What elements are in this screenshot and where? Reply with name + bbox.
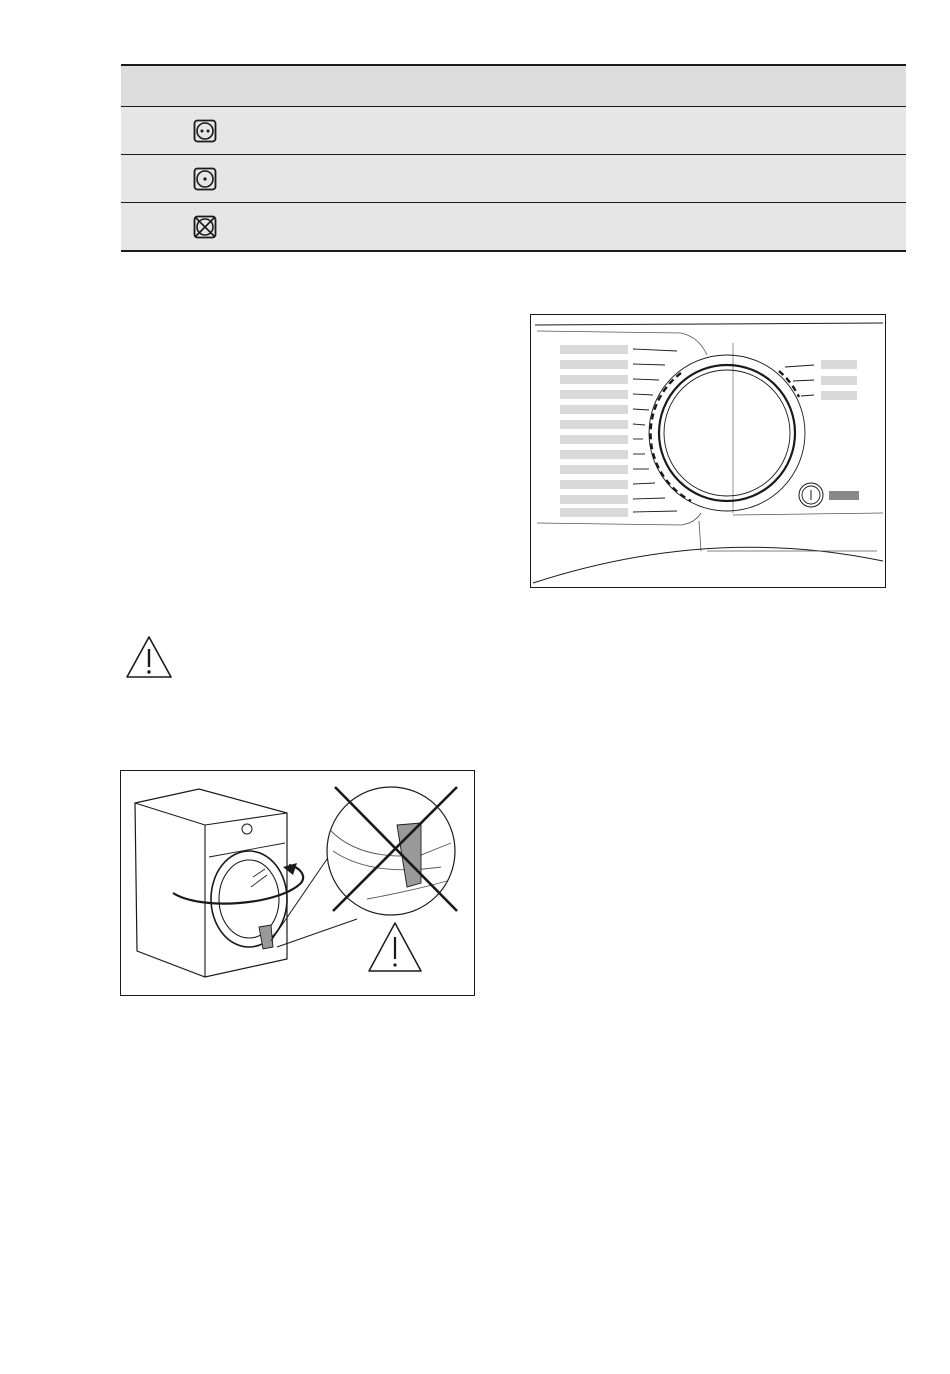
tumble-dry-low-icon [193, 167, 217, 191]
door-opening-illustration [120, 770, 475, 996]
do-not-tumble-dry-icon [193, 215, 217, 239]
tumble-dry-high-icon [193, 119, 217, 143]
care-symbol-table [121, 64, 906, 252]
table-row [121, 203, 906, 250]
table-row [121, 155, 906, 203]
control-panel-illustration [530, 314, 886, 588]
table-row [121, 107, 906, 155]
table-header [121, 66, 906, 107]
warning-triangle-icon [124, 634, 174, 680]
